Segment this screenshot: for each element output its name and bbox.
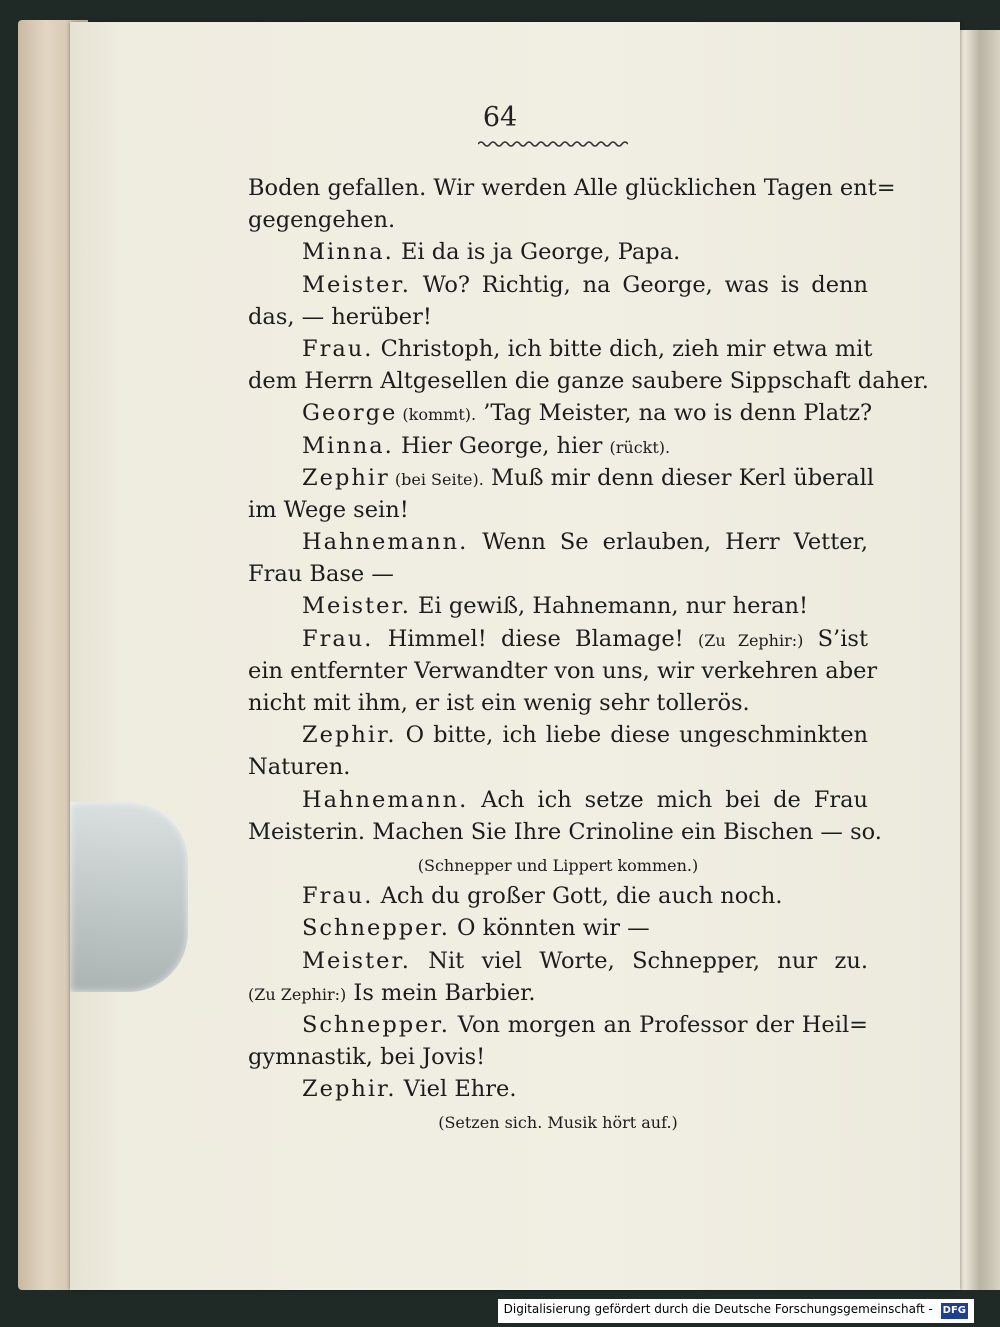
text-line <box>248 784 868 816</box>
text-line <box>248 623 868 655</box>
text-line <box>248 494 868 526</box>
speaker-name: Hahnemann. <box>302 786 469 813</box>
line-text: Christoph, ich bitte dich, zieh mir etwa mit <box>373 335 873 362</box>
text-line <box>248 301 868 333</box>
speaker-name: Frau. <box>302 625 374 652</box>
speaker-name: Minna. <box>302 239 394 266</box>
page-text-body <box>248 172 929 1138</box>
line-text: Ei da is ja George, Papa. <box>393 239 681 266</box>
line-text: gegengehen. <box>248 207 396 234</box>
line-text: Viel Ehre. <box>396 1076 517 1103</box>
stage-direction: (Zu Zephir:) <box>248 984 347 1004</box>
stage-direction: (kommt). <box>397 405 477 425</box>
digitization-footer <box>498 1299 974 1323</box>
footer-text: Digitalisierung gefördert durch die Deutsche Forschungsgemeinschaft - <box>503 1302 933 1316</box>
line-text: Nit viel Worte, Schnepper, nur zu. <box>410 947 868 974</box>
text-line <box>248 236 868 268</box>
text-line <box>248 848 868 880</box>
line-text: ein entfernter Verwandter von uns, wir verkehren aber <box>248 657 878 684</box>
text-line <box>248 655 878 687</box>
speaker-name: Meister. <box>302 593 411 620</box>
page-number: 64 <box>482 102 518 133</box>
text-line <box>248 1041 868 1073</box>
line-text: das, — herüber! <box>248 303 432 330</box>
line-text: Von morgen an Professor der Heil= <box>449 1011 868 1038</box>
page-clip <box>70 802 188 992</box>
line-text: O könnten wir — <box>449 915 650 942</box>
speaker-name: Minna. <box>302 432 394 459</box>
text-line <box>248 687 868 719</box>
text-line <box>248 430 868 462</box>
text-line <box>248 912 868 944</box>
line-text: O bitte, ich liebe diese ungeschminkten <box>396 722 868 749</box>
speaker-name: Meister. <box>302 271 411 298</box>
line-text: Meisterin. Machen Sie Ihre Crinoline ein Bischen — so. <box>248 818 882 845</box>
text-line <box>248 1073 868 1105</box>
line-text: gymnastik, bei Jovis! <box>248 1044 486 1071</box>
text-line <box>248 526 868 558</box>
line-text: Ach ich setze mich bei de Frau <box>468 786 868 813</box>
speaker-name: Schnepper. <box>302 915 450 942</box>
line-text: Is mein Barbier. <box>346 979 536 1006</box>
text-line <box>248 945 868 977</box>
text-line <box>248 1105 868 1137</box>
speaker-name: Frau. <box>302 883 374 910</box>
text-line <box>248 172 896 204</box>
text-line <box>248 558 868 590</box>
line-text: Frau Base — <box>248 561 394 588</box>
speaker-name: Schnepper. <box>302 1011 450 1038</box>
speaker-name: Zephir. <box>302 1076 397 1103</box>
line-text: nicht mit ihm, er ist ein wenig sehr tollerös. <box>248 690 750 716</box>
line-text: dem Herrn Altgesellen die ganze saubere Sippschaft daher. <box>248 368 929 395</box>
line-text: Wenn Se erlauben, Herr Vetter, <box>468 529 868 556</box>
line-text: Boden gefallen. Wir werden Alle glücklichen Tagen ent= <box>248 175 896 201</box>
stage-direction: (Schnepper und Lippert kommen.) <box>417 855 699 875</box>
text-line <box>248 397 873 429</box>
text-line <box>248 977 868 1009</box>
text-line <box>248 365 929 397</box>
line-text: Ei gewiß, Hahnemann, nur heran! <box>410 593 809 620</box>
text-line <box>248 816 882 848</box>
speaker-name: Meister. <box>302 947 411 974</box>
text-line <box>248 880 868 912</box>
line-text: Himmel! diese Blamage! <box>373 625 698 652</box>
text-line <box>248 462 875 494</box>
stage-direction: (Setzen sich. Musik hört auf.) <box>438 1113 678 1133</box>
text-line <box>248 719 868 751</box>
dfg-logo: DFG <box>941 1303 968 1319</box>
text-line <box>248 204 868 236</box>
speaker-name: Hahnemann. <box>302 529 469 556</box>
line-text: ’Tag Meister, na wo is denn Platz? <box>476 400 873 427</box>
speaker-name: Zephir <box>302 464 390 491</box>
text-line <box>248 269 868 301</box>
line-text: Ach du großer Gott, die auch noch. <box>373 883 783 910</box>
text-line <box>248 1009 868 1041</box>
line-text: Hier George, hier <box>393 432 610 459</box>
speaker-name: Zephir. <box>302 722 397 749</box>
page-number-ornament <box>478 138 628 150</box>
stage-direction: (rückt). <box>609 437 671 457</box>
line-text: Naturen. <box>248 754 351 781</box>
speaker-name: George <box>302 400 398 427</box>
line-text: im Wege sein! <box>248 496 409 523</box>
speaker-name: Frau. <box>302 335 374 362</box>
text-line <box>248 590 868 622</box>
line-text: S’ist <box>803 625 868 652</box>
text-line <box>248 751 868 783</box>
text-line <box>248 333 873 365</box>
stage-direction: (bei Seite). <box>389 469 484 489</box>
line-text: Muß mir denn dieser Kerl überall <box>483 464 875 491</box>
stage-direction: (Zu Zephir:) <box>697 630 804 650</box>
line-text: Wo? Richtig, na George, was is denn <box>410 271 868 298</box>
